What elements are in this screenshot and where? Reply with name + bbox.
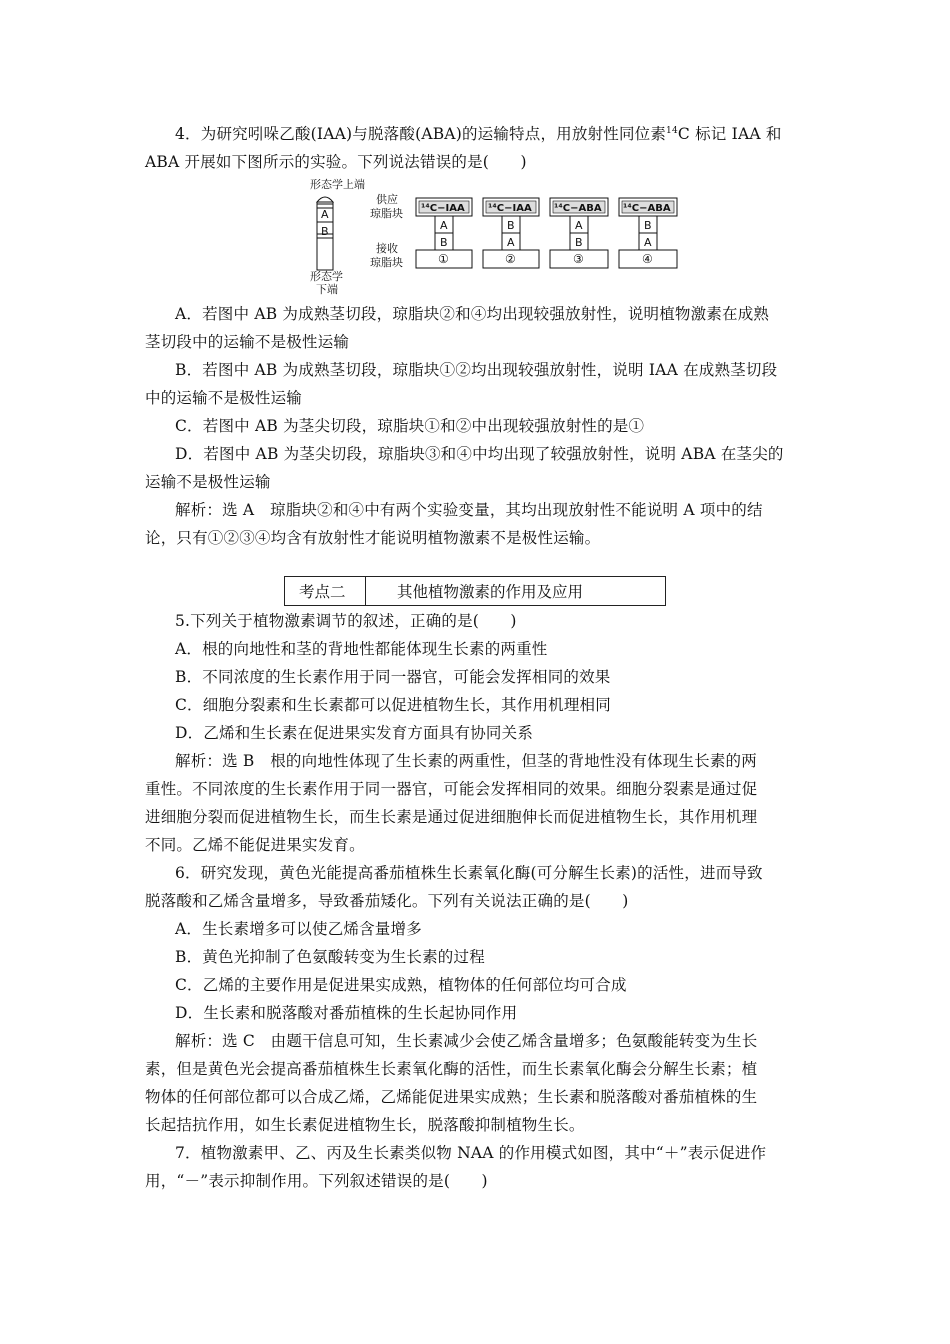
q6-stem-line-2: 脱落酸和乙烯含量增多，导致番茄矮化。下列有关说法正确的是( ) — [145, 892, 629, 910]
q4-option-a-line-2: 茎切段中的运输不是极性运输 — [145, 333, 350, 351]
stem-label-a: A — [321, 208, 329, 221]
q4-option-b-line-1: B．若图中 AB 为成熟茎切段，琼脂块①②均出现较强放射性，说明 IAA 在成熟茎切段 — [175, 361, 778, 379]
q6-option-b: B．黄色光抑制了色氨酸转变为生长素的过程 — [175, 948, 485, 966]
q5-option-b: B．不同浓度的生长素作用于同一器官，可能会发挥相同的效果 — [175, 668, 611, 686]
q4-option-c: C．若图中 AB 为茎尖切段，琼脂块①和②中出现较强放射性的是① — [175, 417, 645, 435]
q5-option-a: A．根的向地性和茎的背地性都能体现生长素的两重性 — [175, 640, 548, 658]
q4-stem-text-a: 4．为研究吲哚乙酸(IAA)与脱落酸(ABA)的运输特点，用放射性同位素 — [175, 125, 667, 143]
q4-stem-line-1 — [175, 122, 782, 144]
diagram-top-label: 形态学上端 — [310, 178, 365, 191]
q4-option-d-line-1: D．若图中 AB 为茎尖切段，琼脂块③和④中均出现了较强放射性，说明 ABA 在茎尖的 — [175, 445, 784, 463]
group-4-bottom: A — [644, 236, 652, 249]
supply-label-2: 琼脂块 — [370, 207, 403, 220]
receive-label-2: 琼脂块 — [370, 256, 403, 269]
q6-option-c: C．乙烯的主要作用是促进果实成熟，植物体的任何部位均可合成 — [175, 976, 627, 994]
q4-isotope-superscript: 14 — [666, 126, 678, 136]
q7-stem-line-2: 用，“－”表示抑制作用。下列叙述错误的是( ) — [145, 1172, 488, 1190]
topic-box — [284, 576, 666, 606]
diagram-group-4 — [619, 198, 677, 268]
topic-title: 其他植物激素的作用及应用 — [397, 583, 584, 601]
q6-analysis-line-1: 解析：选 C 由题干信息可知，生长素减少会使乙烯含量增多；色氨酸能转变为生长 — [175, 1032, 758, 1050]
q4-option-b-line-2: 中的运输不是极性运输 — [145, 389, 303, 407]
q4-option-d-line-2: 运输不是极性运输 — [145, 473, 271, 491]
diagram-group-1 — [416, 198, 472, 268]
diagram-group-2 — [483, 198, 539, 268]
supply-label-1: 供应 — [376, 193, 398, 206]
group-1-receiver: ① — [438, 252, 449, 266]
q6-analysis-line-3: 物体的任何部位都可以合成乙烯，乙烯能促进果实成熟；生长素和脱落酸对番茄植株的生 — [145, 1088, 758, 1106]
receive-label-1: 接收 — [376, 242, 398, 255]
q4-analysis-line-1: 解析：选 A 琼脂块②和④中有两个实验变量，其均出现放射性不能说明 A 项中的结 — [175, 501, 763, 519]
group-2-receiver: ② — [505, 252, 516, 266]
q4-stem-line-2: ABA 开展如下图所示的实验。下列说法错误的是( ) — [145, 153, 527, 171]
group-2-supply: ¹⁴C−IAA — [488, 203, 532, 214]
q5-analysis-line-4: 不同。乙烯不能促进果实发育。 — [145, 836, 365, 854]
group-3-top: A — [575, 219, 583, 232]
q4-analysis-line-2: 论，只有①②③④均含有放射性才能说明植物激素不是极性运输。 — [145, 529, 601, 547]
q5-analysis-line-3: 进细胞分裂而促进植物生长，而生长素是通过促进细胞伸长而促进植物生长，其作用机理 — [145, 808, 758, 826]
group-2-bottom: A — [507, 236, 515, 249]
q6-option-d: D．生长素和脱落酸对番茄植株的生长起协同作用 — [175, 1004, 518, 1022]
group-1-supply: ¹⁴C−IAA — [421, 203, 465, 214]
q5-option-d: D．乙烯和生长素在促进果实发育方面具有协同关系 — [175, 724, 534, 742]
q7-stem-line-1: 7．植物激素甲、乙、丙及生长素类似物 NAA 的作用模式如图，其中“＋”表示促进作 — [175, 1144, 767, 1162]
q6-option-a: A．生长素增多可以使乙烯含量增多 — [175, 920, 422, 938]
topic-divider — [365, 577, 366, 605]
q5-option-c: C．细胞分裂素和生长素都可以促进植物生长，其作用机理相同 — [175, 696, 611, 714]
group-3-receiver: ③ — [573, 252, 584, 266]
diagram-group-3 — [550, 198, 608, 268]
group-3-bottom: B — [575, 236, 583, 249]
experiment-diagram — [290, 178, 690, 298]
q6-stem-line-1: 6．研究发现，黄色光能提高番茄植株生长素氧化酶(可分解生长素)的活性，进而导致 — [175, 864, 763, 882]
group-4-supply: ¹⁴C−ABA — [623, 203, 671, 214]
group-1-bottom: B — [440, 236, 448, 249]
q6-analysis-line-2: 素，但是黄色光会提高番茄植株生长素氧化酶的活性，而生长素氧化酶会分解生长素；植 — [145, 1060, 758, 1078]
stem-label-b: B — [321, 225, 329, 238]
group-4-receiver: ④ — [642, 252, 653, 266]
stem-tip-shape — [317, 197, 333, 202]
group-1-top: A — [440, 219, 448, 232]
diagram-bottom-label-2: 下端 — [316, 283, 338, 296]
q5-stem: 5.下列关于植物激素调节的叙述，正确的是( ) — [175, 612, 517, 630]
q6-analysis-line-4: 长起拮抗作用，如生长素促进植物生长，脱落酸抑制植物生长。 — [145, 1116, 585, 1134]
topic-label: 考点二 — [299, 583, 346, 601]
group-2-top: B — [507, 219, 515, 232]
q4-stem-text-b: C 标记 IAA 和 — [677, 125, 782, 143]
diagram-bottom-label-1: 形态学 — [310, 270, 343, 283]
q4-option-a-line-1: A．若图中 AB 为成熟茎切段，琼脂块②和④均出现较强放射性，说明植物激素在成熟 — [175, 305, 770, 323]
group-3-supply: ¹⁴C−ABA — [554, 203, 602, 214]
q5-analysis-line-2: 重性。不同浓度的生长素作用于同一器官，可能会发挥相同的效果。细胞分裂素是通过促 — [145, 780, 758, 798]
group-4-top: B — [644, 219, 652, 232]
q5-analysis-line-1: 解析：选 B 根的向地性体现了生长素的两重性，但茎的背地性没有体现生长素的两 — [175, 752, 757, 770]
